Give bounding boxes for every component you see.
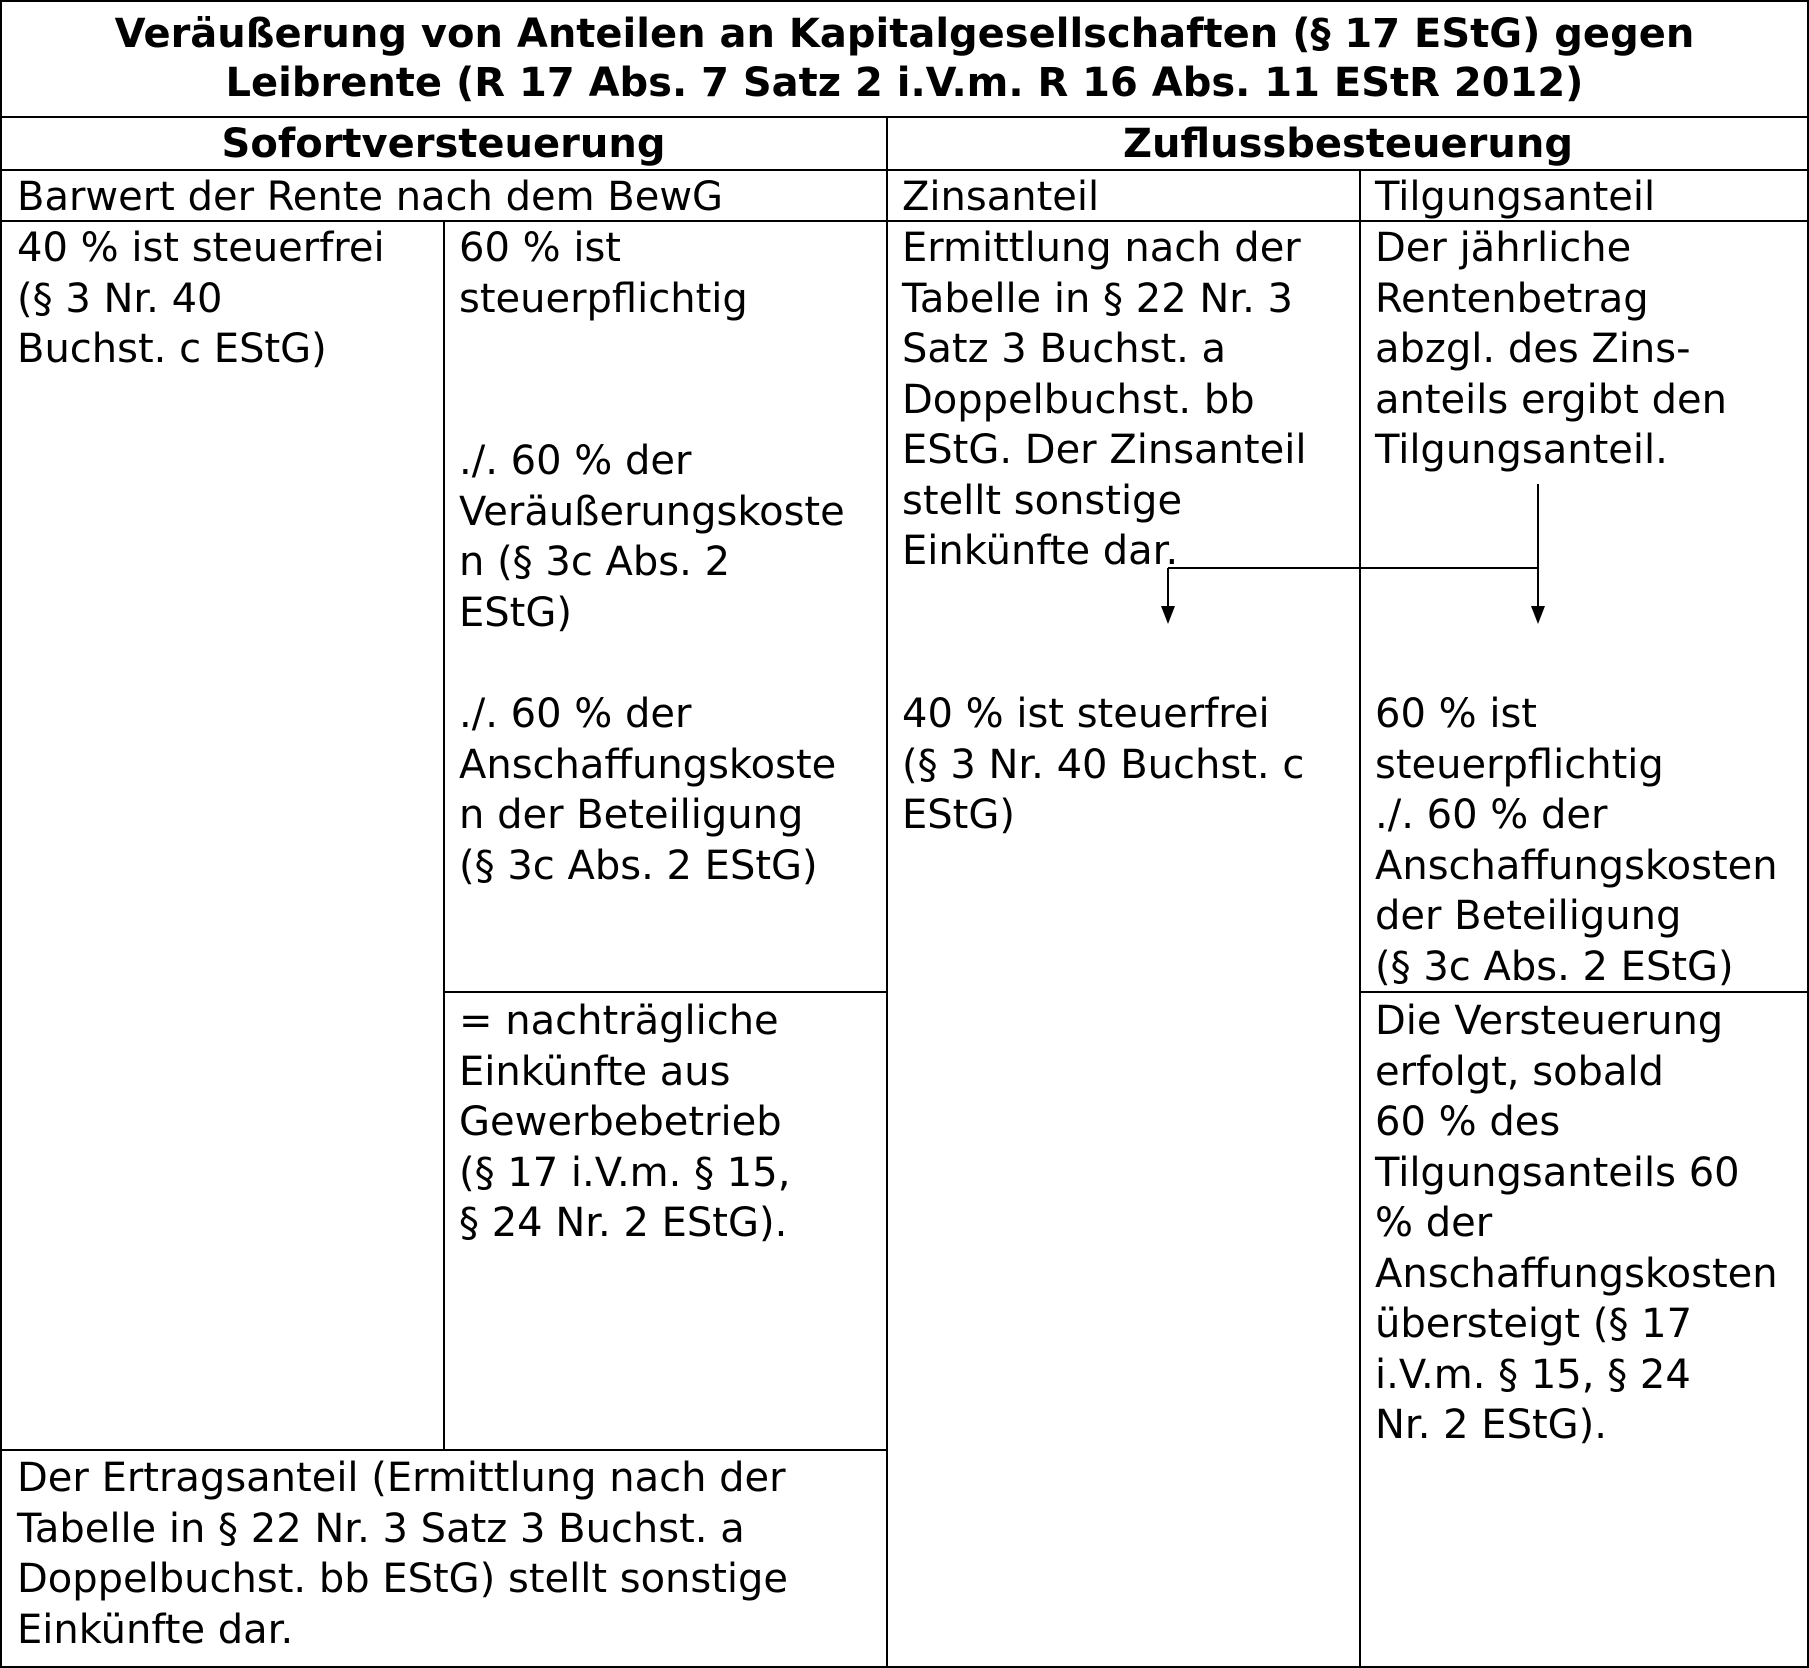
tilgung-arrowhead: [1531, 606, 1545, 624]
sofortversteuerung-heading: Sofortversteuerung: [221, 121, 666, 167]
tilgungsanteil-text: Der jährliche Rentenbetrag abzgl. des Zins- anteils ergibt den Tilgungsanteil.: [1375, 225, 1727, 473]
tilgung-versteuerung-cell: Die Versteuerung erfolgt, sobald 60 % des Tilgungsanteils 60 % der Anschaffungskosten übersteigt (§ 17 i.V.m. § 15, § 24 Nr. 2 EStG).: [1375, 998, 1778, 1448]
barwert-label: Barwert der Rente nach dem BewG: [17, 174, 724, 220]
anschaffungskosten-cell: ./. 60 % der Anschaffungskoste n der Beteiligung (§ 3c Abs. 2 EStG): [459, 691, 837, 889]
flow-arrows: [1168, 484, 1538, 608]
table-title: Veräußerung von Anteilen an Kapitalgesellschaften (§ 17 EStG) gegen Leibrente (R 17 Abs. 7 Satz 2 i.V.m. R 16 Abs. 11 EStR 2012): [114, 11, 1695, 106]
zinsanteil-text: Ermittlung nach der Tabelle in § 22 Nr. 3 Satz 3 Buchst. a Doppelbuchst. bb EStG. Der Zinsanteil stellt sonstige Einkünfte dar.: [902, 225, 1307, 574]
zins-steuerfrei-cell: 40 % ist steuerfrei (§ 3 Nr. 40 Buchst. c EStG): [902, 691, 1305, 838]
outer-border: [1, 1, 1808, 1667]
zinsanteil-heading: Zinsanteil: [902, 174, 1100, 220]
zins-arrowhead: [1161, 606, 1175, 624]
ertragsanteil-cell: Der Ertragsanteil (Ermittlung nach der Tabelle in § 22 Nr. 3 Satz 3 Buchst. a Doppelbuchst. bb EStG) stellt sonstige Einkünfte dar.: [17, 1455, 789, 1653]
einkuenfte-gewerbebetrieb-cell: = nachträgliche Einkünfte aus Gewerbebetrieb (§ 17 i.V.m. § 15, § 24 Nr. 2 EStG).: [459, 998, 791, 1246]
zuflussbesteuerung-heading: Zuflussbesteuerung: [1123, 121, 1573, 167]
steuerpflichtig-cell: 60 % ist steuerpflichtig: [459, 225, 748, 322]
tilgungsanteil-heading: Tilgungsanteil: [1375, 174, 1656, 220]
steuerfrei-cell: 40 % ist steuerfrei (§ 3 Nr. 40 Buchst. c EStG): [17, 225, 385, 372]
tilgung-steuerpflichtig-cell: 60 % ist steuerpflichtig ./. 60 % der Anschaffungskosten der Beteiligung (§ 3c Abs. 2 EStG): [1375, 691, 1778, 990]
veraeusserungskosten-cell: ./. 60 % der Veräußerungskoste n (§ 3c Abs. 2 EStG): [459, 438, 845, 636]
